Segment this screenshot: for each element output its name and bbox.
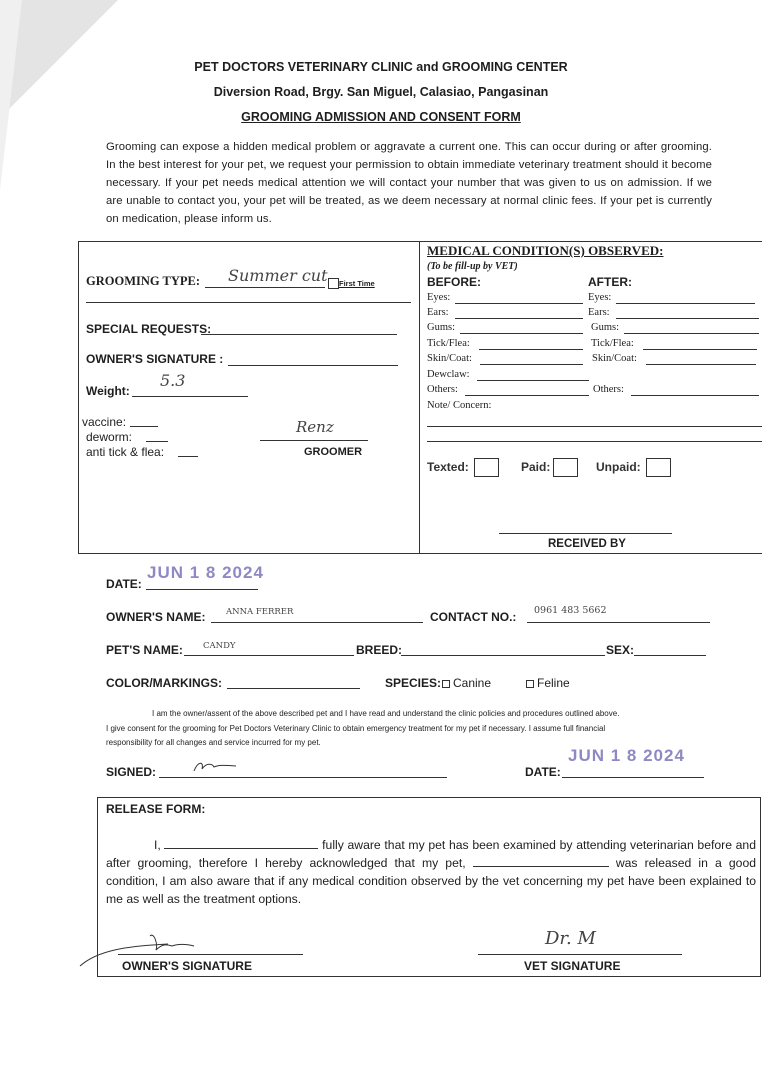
paid-label: Paid:: [521, 460, 551, 474]
after-gums-line: [624, 333, 759, 334]
medical-title: MEDICAL CONDITION(S) OBSERVED:: [427, 243, 664, 258]
release-body: [106, 836, 756, 908]
special-requests-label: SPECIAL REQUESTS:: [86, 322, 212, 336]
first-time-checkbox[interactable]: [328, 278, 339, 289]
consent-date-line: [562, 777, 704, 778]
pet-name-line: [184, 655, 354, 656]
signed-label: SIGNED:: [106, 765, 157, 779]
before-dewclaw-line: [477, 380, 589, 381]
after-eyes-label: Eyes:: [588, 292, 612, 303]
breed-label: BREED:: [356, 643, 403, 657]
owner-name-label: OWNER'S NAME:: [106, 610, 206, 624]
consent-line-1: I am the owner/assent of the above described pet and I have read and understand the clinic policies and procedures outlined above.: [152, 709, 620, 718]
release-text-c: was released in a good condition, I am also aware that if any medical condition observed by the vet concerning my pet have been explained to me as well as the treatment options.: [106, 856, 757, 906]
after-others-label: Others:: [593, 384, 624, 395]
vet-signature-label: VET SIGNATURE: [524, 959, 621, 973]
breed-line: [401, 655, 605, 656]
panel-divider: [419, 241, 420, 553]
before-others-label: Others:: [427, 384, 458, 395]
before-ears-line: [455, 318, 583, 319]
color-markings-line: [227, 688, 360, 689]
consent-date-label: DATE:: [525, 765, 561, 779]
date-line: [146, 589, 258, 590]
release-text-b: fully aware that my pet has been examined by attending veterinarian before and after grooming, therefore I hereby acknowledged that my pet,: [106, 838, 756, 870]
feline-label: Feline: [537, 676, 570, 690]
texted-label: Texted:: [427, 460, 469, 474]
groomer-label: GROOMER: [304, 446, 363, 458]
before-skin-label: Skin/Coat:: [427, 353, 472, 364]
canine-label: Canine: [453, 676, 492, 690]
color-markings-label: COLOR/MARKINGS:: [106, 676, 222, 690]
owner-name-value: ANNA FERRER: [226, 607, 294, 617]
grooming-type-value: Summer cut: [228, 266, 328, 285]
before-others-line: [465, 395, 589, 396]
medical-subtitle: (To be fill-up by VET): [427, 261, 518, 272]
before-skin-line: [480, 364, 583, 365]
before-label: BEFORE:: [427, 275, 481, 289]
before-gums-line: [460, 333, 583, 334]
clinic-address: Diversion Road, Brgy. San Miguel, Calasiao, Pangasinan: [213, 85, 549, 99]
feline-checkbox[interactable]: [526, 680, 534, 688]
after-gums-label: Gums:: [591, 322, 620, 333]
release-text-a: I,: [154, 838, 165, 852]
before-dewclaw-label: Dewclaw:: [427, 369, 470, 380]
owner-signature-line: [228, 365, 398, 366]
first-time-label: First Time: [339, 279, 375, 288]
vaccine-label: vaccine:: [82, 415, 127, 429]
vaccine-line: [130, 426, 158, 427]
owner-name-line: [211, 622, 423, 623]
consent-line-2: I give consent for the grooming for Pet Doctors Veterinary Clinic to obtain emergency treatment for my pet if necessary. I assume full financial: [106, 724, 606, 733]
canine-checkbox[interactable]: [442, 680, 450, 688]
texted-checkbox[interactable]: [474, 458, 499, 477]
before-eyes-line: [455, 303, 583, 304]
before-eyes-label: Eyes:: [427, 292, 451, 303]
deworm-label: deworm:: [86, 430, 133, 444]
after-eyes-line: [616, 303, 755, 304]
grooming-extra-line: [86, 302, 411, 303]
form-title: GROOMING ADMISSION AND CONSENT FORM: [241, 110, 521, 124]
antitick-line: [178, 456, 198, 457]
note-label: Note/ Concern:: [427, 400, 492, 411]
sex-label: SEX:: [606, 643, 635, 657]
clinic-name: PET DOCTORS VETERINARY CLINIC and GROOMING CENTER: [194, 60, 568, 74]
after-ears-label: Ears:: [588, 307, 610, 318]
before-ears-label: Ears:: [427, 307, 449, 318]
date-label: DATE:: [106, 577, 142, 591]
weight-label: Weight:: [86, 384, 130, 398]
intro-paragraph: Grooming can expose a hidden medical problem or aggravate a current one. This can occur during or after grooming. In the best interest for your pet, we request your permission to obtain immediate veterinary treatment should it become necessary. If your pet needs medical attention we will contact your number that was given to us on admission. If we are unable to contact you, your pet will be treated, as we deem necessary at normal clinic fees. If your pet is currently on medication, please inform us.: [106, 141, 712, 225]
after-tick-label: Tick/Flea:: [591, 338, 634, 349]
contact-label: CONTACT NO.:: [430, 610, 517, 624]
species-label: SPECIES:: [385, 676, 442, 690]
groomer-value: Renz: [296, 418, 334, 436]
owner-signature-label: OWNER'S SIGNATURE :: [86, 352, 224, 366]
release-title: RELEASE FORM:: [106, 802, 206, 816]
after-ears-line: [616, 318, 759, 319]
received-by-line: [499, 533, 672, 534]
release-pet-blank: [473, 854, 609, 867]
contact-value: 0961 483 5662: [534, 605, 607, 616]
deworm-line: [146, 441, 168, 442]
contact-line: [527, 622, 710, 623]
special-requests-line: [201, 334, 397, 335]
grooming-type-label: GROOMING TYPE:: [86, 274, 201, 288]
signed-line: [159, 777, 447, 778]
after-skin-label: Skin/Coat:: [592, 353, 637, 364]
paid-checkbox[interactable]: [553, 458, 578, 477]
weight-line: [132, 396, 248, 397]
consent-date-stamp: JUN 1 8 2024: [568, 746, 685, 765]
before-tick-line: [479, 349, 583, 350]
after-tick-line: [643, 349, 757, 350]
antitick-label: anti tick & flea:: [86, 445, 165, 459]
vet-signature-value: Dr. M: [545, 928, 596, 949]
consent-line-3: responsibility for all changes and service incurred for my pet.: [106, 738, 321, 747]
unpaid-label: Unpaid:: [596, 460, 641, 474]
received-by-label: RECEIVED BY: [548, 538, 626, 550]
pet-name-value: CANDY: [203, 641, 236, 651]
pet-name-label: PET'S NAME:: [106, 643, 183, 657]
owner-signature-scribble: [190, 757, 240, 777]
date-stamp: JUN 1 8 2024: [147, 563, 264, 582]
weight-value: 5.3: [160, 371, 186, 390]
release-owner-blank: [164, 836, 318, 849]
release-owner-signature-label: OWNER'S SIGNATURE: [122, 959, 252, 973]
after-skin-line: [646, 364, 756, 365]
note-line-2: [427, 441, 762, 442]
before-tick-label: Tick/Flea:: [427, 338, 470, 349]
release-owner-signature-line: [118, 954, 303, 955]
unpaid-checkbox[interactable]: [646, 458, 671, 477]
before-gums-label: Gums:: [427, 322, 456, 333]
note-line-1: [427, 426, 762, 427]
after-others-line: [631, 395, 759, 396]
vet-signature-line: [478, 954, 682, 955]
groomer-line: [260, 440, 368, 441]
grooming-type-line: [205, 287, 325, 288]
sex-line: [634, 655, 706, 656]
after-label: AFTER:: [588, 275, 632, 289]
